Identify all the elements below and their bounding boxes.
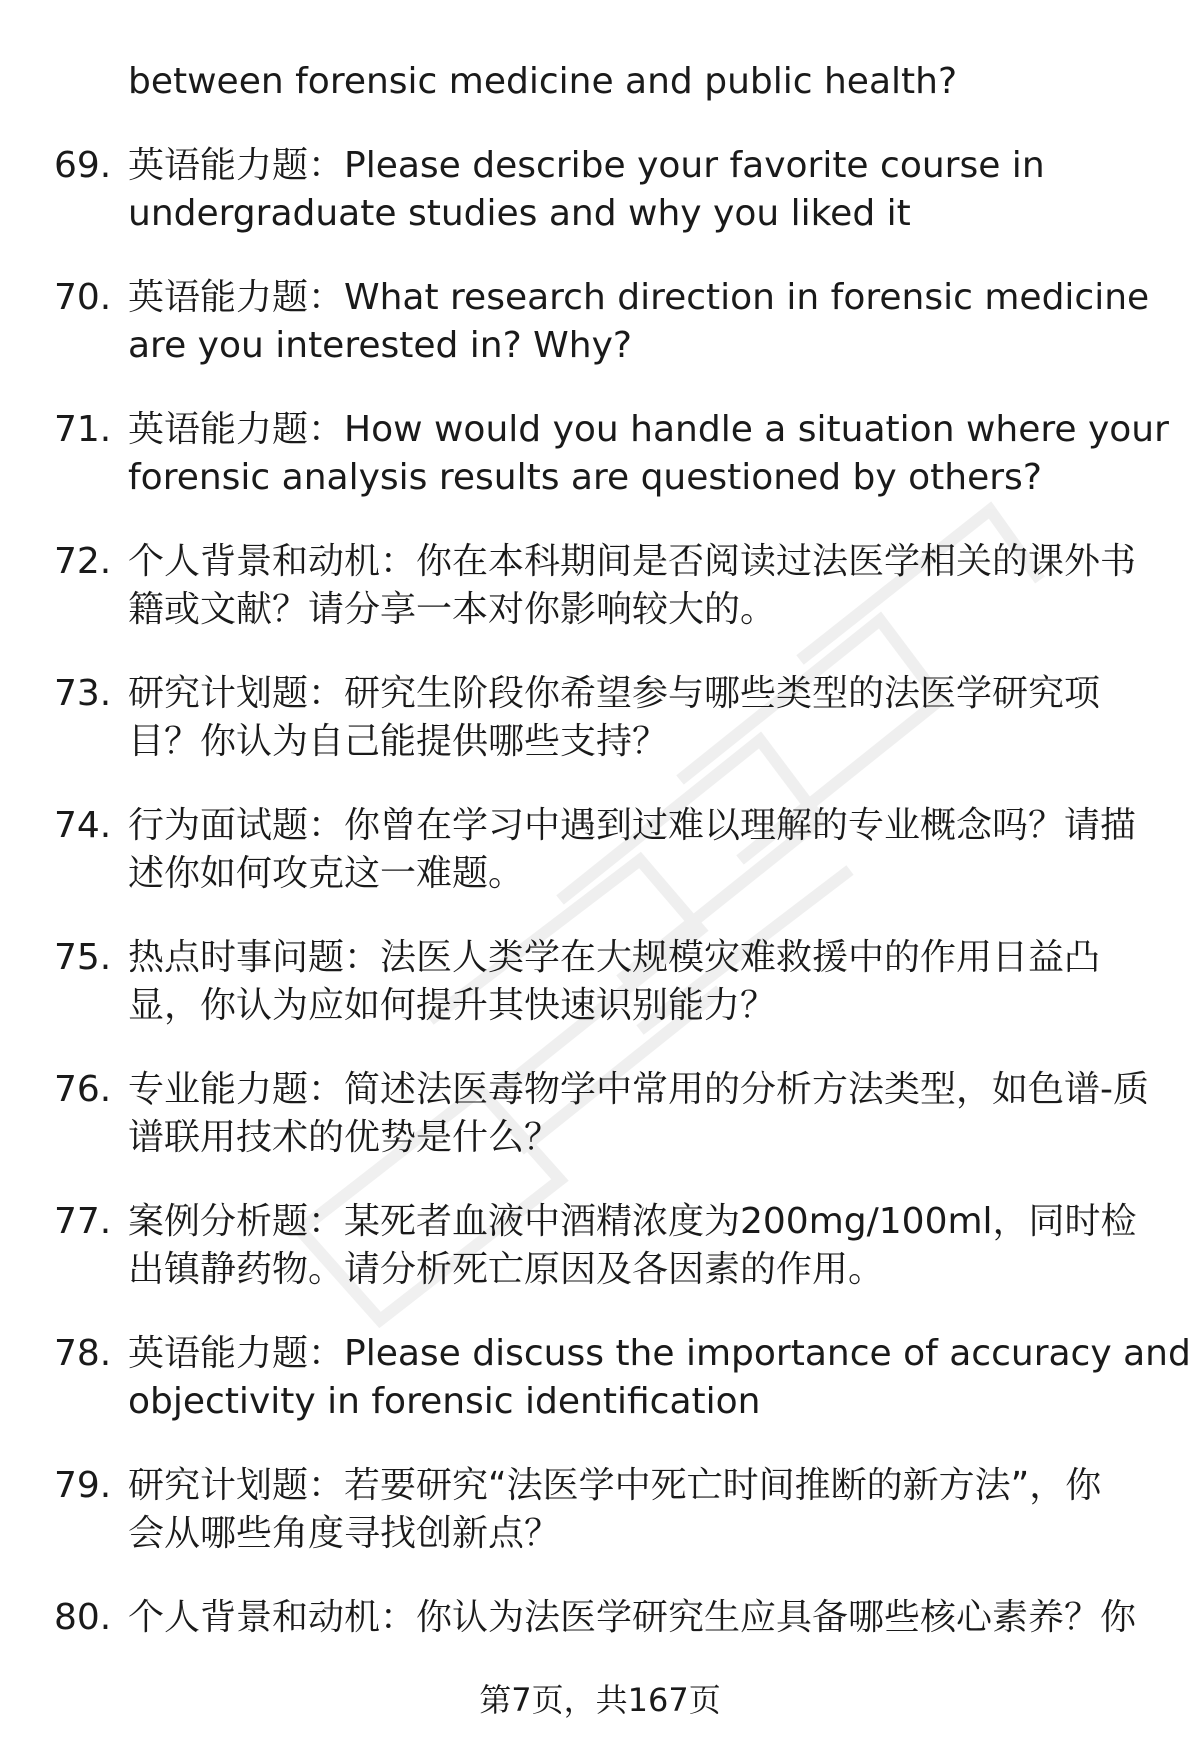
question-text-line: objectivity in forensic identification (128, 1381, 761, 1422)
continued-question-text: between forensic medicine and public health? (128, 61, 958, 102)
question-number: 72. (54, 541, 112, 582)
question-text-line: undergraduate studies and why you liked it (128, 193, 911, 234)
question-text-line: 个人背景和动机：你在本科期间是否阅读过法医学相关的课外书 (128, 541, 1137, 582)
question-text-line: forensic analysis results are questioned by others? (128, 457, 1042, 498)
question-text-line: 英语能力题：Please discuss the importance of accuracy and (128, 1333, 1191, 1374)
question-text-line: 谱联用技术的优势是什么？ (128, 1117, 561, 1158)
question-number: 71. (54, 409, 112, 450)
question-number: 73. (54, 673, 112, 714)
question-text-line: 英语能力题：Please describe your favorite course in (128, 145, 1045, 186)
question-text-line: 行为面试题：你曾在学习中遇到过难以理解的专业概念吗？请描 (128, 805, 1137, 846)
question-text-line: 籍或文献？请分享一本对你影响较大的。 (128, 589, 777, 630)
question-text-line: 案例分析题：某死者血液中酒精浓度为200mg/100ml，同时检 (128, 1201, 1137, 1242)
question-number: 79. (54, 1465, 112, 1506)
question-number: 75. (54, 937, 112, 978)
question-text-line: 出镇静药物。请分析死亡原因及各因素的作用。 (128, 1249, 885, 1290)
question-text-line: 个人背景和动机：你认为法医学研究生应具备哪些核心素养？你 (128, 1597, 1137, 1638)
question-text-line: 专业能力题：简述法医毒物学中常用的分析方法类型，如色谱-质 (128, 1069, 1149, 1110)
question-text-line: 目？你认为自己能提供哪些支持？ (128, 721, 669, 762)
question-text-line: 会从哪些角度寻找创新点？ (128, 1513, 561, 1554)
question-number: 78. (54, 1333, 112, 1374)
question-number: 70. (54, 277, 112, 318)
question-text-line: 研究计划题：若要研究“法医学中死亡时间推断的新方法”，你 (128, 1465, 1102, 1506)
question-text-line: 英语能力题：How would you handle a situation where your (128, 409, 1169, 450)
page-footer: 第7页，共167页 (479, 1681, 721, 1719)
question-text-line: 显，你认为应如何提升其快速识别能力？ (128, 985, 777, 1026)
question-text-line: 热点时事问题：法医人类学在大规模灾难救援中的作用日益凸 (128, 937, 1101, 978)
question-text-line: 英语能力题：What research direction in forensic medicine (128, 277, 1150, 318)
question-text-line: 述你如何攻克这一难题。 (128, 853, 525, 894)
question-number: 76. (54, 1069, 112, 1110)
question-number: 80. (54, 1597, 112, 1638)
question-number: 77. (54, 1201, 112, 1242)
question-number: 74. (54, 805, 112, 846)
question-number: 69. (54, 145, 112, 186)
question-text-line: 研究计划题：研究生阶段你希望参与哪些类型的法医学研究项 (128, 673, 1101, 714)
question-text-line: are you interested in? Why? (128, 325, 632, 366)
